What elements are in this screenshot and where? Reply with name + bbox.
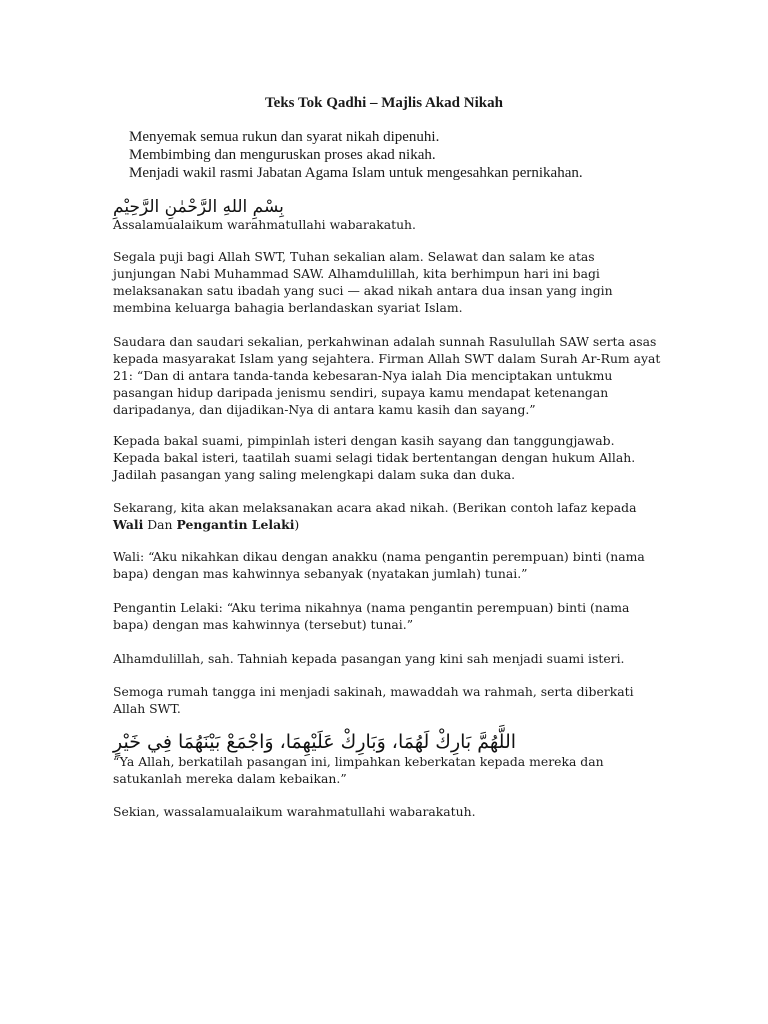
paragraph-akad-intro	[113, 499, 661, 533]
akad-intro-pengantin: Pengantin Lelaki	[176, 517, 295, 532]
paragraph-lafaz-pengantin: Pengantin Lelaki: “Aku terima nikahnya (nama pengantin perempuan) binti (nama bapa) dengan mas kahwinnya (tersebut) tunai.”	[113, 600, 630, 632]
role-item: Menjadi wakil rasmi Jabatan Agama Islam untuk mengesahkan pernikahan.	[129, 165, 583, 181]
akad-intro-text: Sekarang, kita akan melaksanakan acara akad nikah. (Berikan contoh lafaz kepada	[113, 500, 637, 515]
akad-intro-wali: Wali	[113, 517, 144, 532]
paragraph-pujian: Segala puji bagi Allah SWT, Tuhan sekalian alam. Selawat dan salam ke atas junjungan Nabi Muhammad SAW. Alhamdulillah, kita berhimpun hari ini bagi melaksanakan satu ibadah yang suci — akad nikah antara dua insan yang ingin membina keluarga bahagia berlandaskan syariat Islam.	[113, 249, 613, 315]
salam-opening: Assalamualaikum warahmatullahi wabarakatuh.	[113, 217, 416, 232]
basmalah: بِسْمِ اللهِ الرَّحْمٰنِ الرَّحِيْمِ	[113, 197, 284, 217]
akad-intro-text: )	[294, 517, 300, 532]
paragraph-sah: Alhamdulillah, sah. Tahniah kepada pasangan yang kini sah menjadi suami isteri.	[113, 651, 625, 666]
paragraph-lafaz-wali: Wali: “Aku nikahkan dikau dengan anakku (nama pengantin perempuan) binti (nama bapa) dengan mas kahwinnya sebanyak (nyatakan jumlah) tunai.”	[113, 549, 645, 581]
closing-salam: Sekian, wassalamualaikum warahmatullahi wabarakatuh.	[113, 804, 476, 819]
role-item: Membimbing dan menguruskan proses akad nikah.	[129, 147, 436, 163]
tok-qadhi-roles	[129, 128, 689, 182]
document-title: Teks Tok Qadhi – Majlis Akad Nikah	[265, 95, 503, 111]
doa-arabic: اللَّهُمَّ بَارِكْ لَهُمَا، وَبَارِكْ عَلَيْهِمَا، وَاجْمَعْ بَيْنَهُمَا فِي خَيْرٍ	[113, 731, 517, 753]
paragraph-sunnah: Saudara dan saudari sekalian, perkahwinan adalah sunnah Rasulullah SAW serta asas kepada masyarakat Islam yang sejahtera. Firman Allah SWT dalam Surah Ar-Rum ayat 21: “Dan di antara tanda-tanda kebesaran-Nya ialah Dia menciptakan untukmu pasangan hidup daripada jenismu sendiri, supaya kamu mendapat ketenangan daripadanya, dan dijadikan-Nya di antara kamu kasih dan sayang.”	[113, 334, 661, 417]
paragraph-nasihat: Kepada bakal suami, pimpinlah isteri dengan kasih sayang dan tanggungjawab. Kepada bakal isteri, taatilah suami selagi tidak bertentangan dengan hukum Allah. Jadilah pasangan yang saling melengkapi dalam suka dan duka.	[113, 433, 636, 482]
paragraph-doa-restu: Semoga rumah tangga ini menjadi sakinah, mawaddah wa rahmah, serta diberkati Allah SWT.	[113, 684, 634, 716]
doa-terjemahan: “Ya Allah, berkatilah pasangan ini, limpahkan keberkatan kepada mereka dan satukanlah mereka dalam kebaikan.”	[113, 754, 604, 786]
role-item: Menyemak semua rukun dan syarat nikah dipenuhi.	[129, 129, 440, 145]
akad-intro-text: Dan	[143, 517, 177, 532]
